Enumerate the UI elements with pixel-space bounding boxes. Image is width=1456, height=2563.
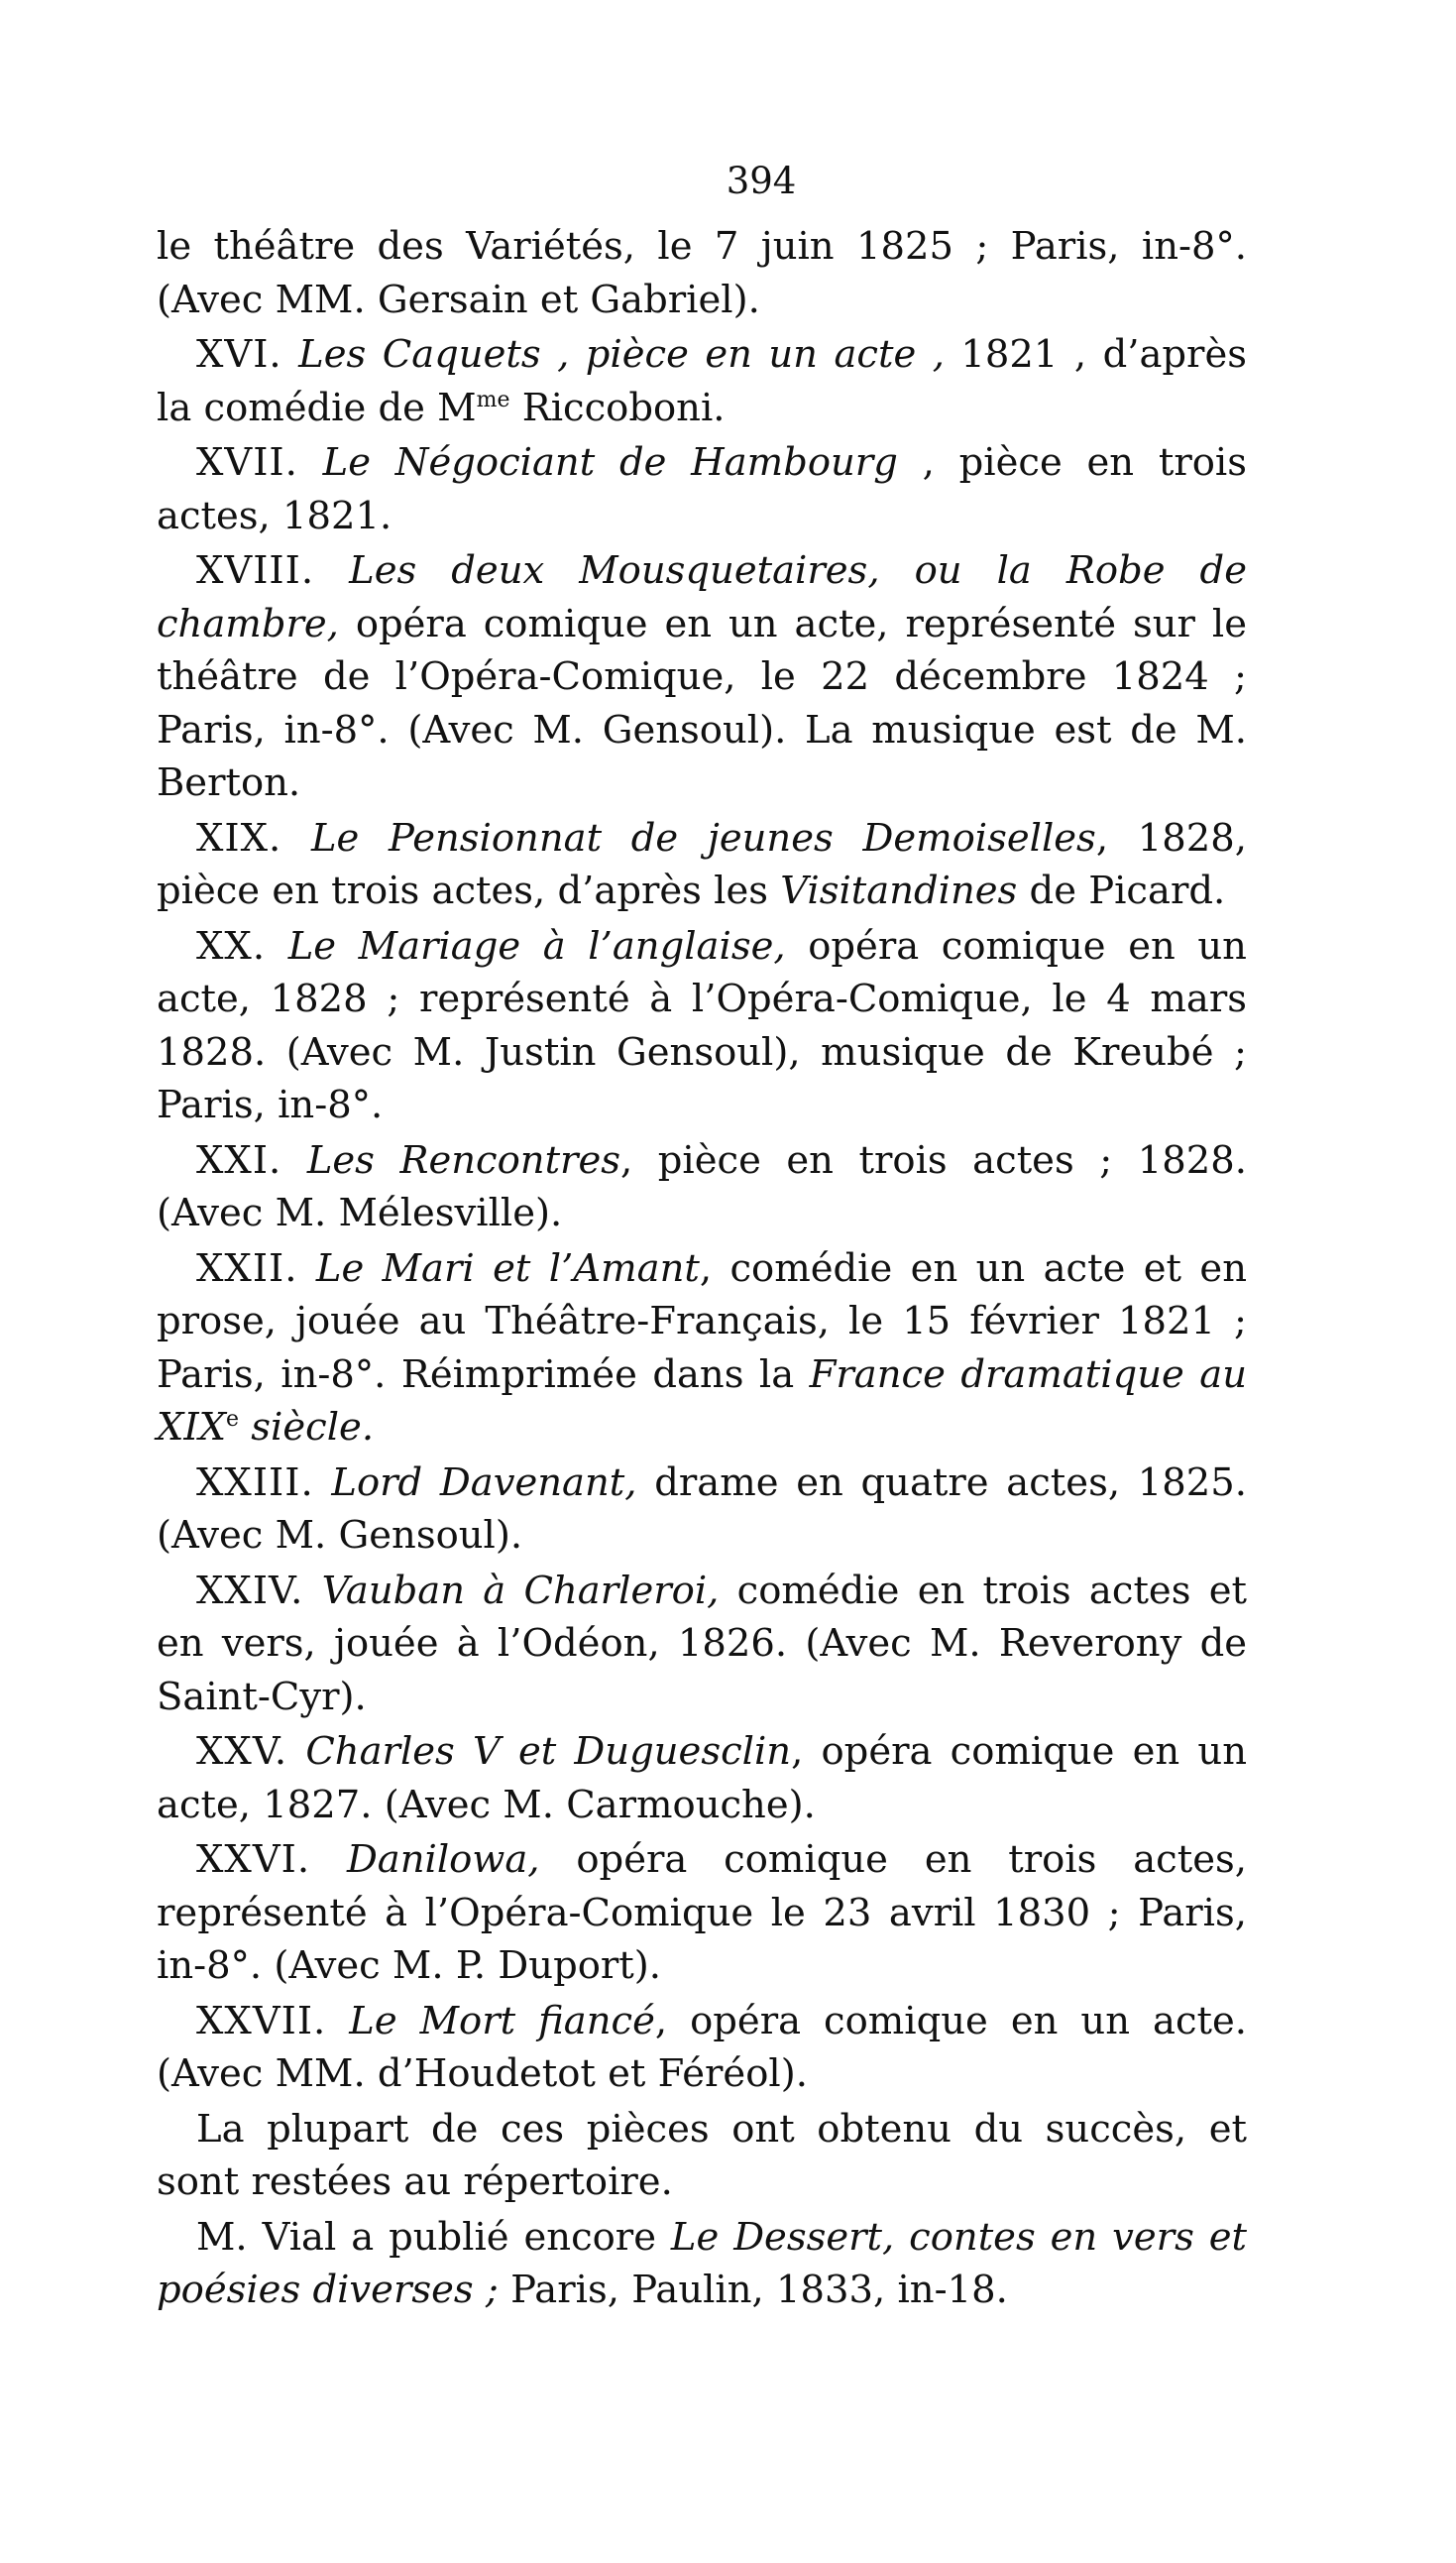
entry-text: drame en quatre actes, 1825. (Avec M. Gensoul). (157, 1459, 1247, 1558)
entry-26 (157, 1833, 1247, 1993)
entry-text: , comédie en un acte et en prose, jouée au Théâtre-Français, le 15 février 1821 ; Paris, in-8°. Réimprimée dans la (157, 1245, 1247, 1397)
entry-text: opéra comique en un acte, représenté sur le théâtre de l’Opéra-Comique, le 22 décembre 1824 ; Paris, in-8°. (Avec M. Gensoul). La musique est de M. Berton. (157, 601, 1247, 805)
entry-text: , opéra comique en un acte. (Avec MM. d’Houdetot et Féréol). (157, 1998, 1247, 2096)
entry-title: Le Pensionnat de jeunes Demoiselles (310, 815, 1096, 861)
entry-22 (157, 1242, 1247, 1455)
entry-title-2: France dramatique au XIX (157, 1351, 1247, 1450)
entry-24 (157, 1565, 1247, 1724)
entry-number: XXVII. (196, 1998, 327, 2043)
entry-20 (157, 920, 1247, 1132)
entry-title: Les Caquets , pièce en un acte , (298, 332, 945, 377)
entry-17 (157, 436, 1247, 542)
entry-number: XVII. (196, 440, 298, 485)
entry-number: XXV. (196, 1729, 288, 1774)
entry-text: 1821 , d’après la comédie de M (157, 332, 1247, 430)
entry-text: , pièce en trois actes ; 1828. (Avec M. Mélesville). (157, 1137, 1247, 1235)
page-number: 394 (726, 160, 797, 202)
entry-25 (157, 1725, 1247, 1831)
entry-23 (157, 1456, 1247, 1563)
entry-text-2: Riccoboni. (509, 385, 726, 430)
entry-21 (157, 1134, 1247, 1240)
closing-paragraph-1 (157, 2103, 1247, 2209)
entry-text: opéra comique en trois actes, représenté à l’Opéra-Comique le 23 avril 1830 ; Paris, in-8°. (Avec M. P. Duport). (157, 1837, 1247, 1988)
closing-text-2-post: Paris, Paulin, 1833, in-18. (498, 2268, 1008, 2312)
entry-title: Les deux Mousquetaires, ou la Robe de chambre, (157, 548, 1247, 646)
page-body (157, 159, 1247, 2319)
entry-title-3: siècle. (239, 1405, 375, 1450)
entry-title: Le Mariage à l’anglaise, (287, 923, 786, 969)
entry-number: XX. (196, 923, 267, 969)
entry-title: Les Rencontres (306, 1137, 620, 1183)
entry-title: Le Mari et l’Amant (315, 1245, 700, 1291)
entry-sup: e (226, 1407, 240, 1433)
entry-text: comédie en trois actes et en vers, jouée à l’Odéon, 1826. (Avec M. Reverony de Saint-Cyr). (157, 1568, 1247, 1719)
entry-number: XXIV. (196, 1568, 304, 1613)
entry-number: XXII. (196, 1245, 298, 1291)
entry-number: XVI. (196, 332, 282, 377)
entry-text-2: de Picard. (1017, 869, 1226, 913)
entry-text: opéra comique en un acte, 1828 ; représenté à l’Opéra-Comique, le 4 mars 1828. (Avec M. Justin Gensoul), musique de Kreubé ; Paris, in-8°. (157, 923, 1247, 1127)
entry-number: XIX. (196, 815, 282, 861)
entry-text: , pièce en trois actes, 1821. (157, 440, 1247, 538)
closing-text-2-pre: M. Vial a publié encore (196, 2214, 671, 2260)
entry-number: XXIII. (196, 1459, 314, 1505)
entry-title-2: Visitandines (780, 869, 1018, 913)
entry-number: XXVI. (196, 1837, 311, 1882)
closing-title: Le Dessert, contes en vers et poésies diverses ; (157, 2214, 1248, 2312)
intro-paragraph (157, 220, 1247, 326)
entry-text: , 1828, pièce en trois actes, d’après les (157, 815, 1247, 913)
entry-18 (157, 544, 1247, 810)
entry-title: Le Mort fiancé (349, 1998, 655, 2043)
closing-text-1: La plupart de ces pièces ont obtenu du succès, et sont restées au répertoire. (157, 2106, 1247, 2204)
entry-16 (157, 328, 1247, 434)
entry-number: XVIII. (196, 548, 315, 593)
intro-text: le théâtre des Variétés, le 7 juin 1825 ; Paris, in-8°. (Avec MM. Gersain et Gabriel). (157, 224, 1247, 322)
entry-19 (157, 812, 1247, 918)
entry-27 (157, 1995, 1247, 2101)
entry-number: XXI. (196, 1137, 282, 1183)
entry-title: Vauban à Charleroi, (321, 1568, 720, 1613)
entry-title: Charles V et Duguesclin (305, 1729, 792, 1774)
entry-title: Le Négociant de Hambourg (322, 440, 898, 485)
entry-sup: me (476, 387, 510, 412)
entry-title: Lord Davenant, (331, 1459, 637, 1505)
entry-title: Danilowa, (346, 1837, 540, 1882)
entry-text: , opéra comique en un acte, 1827. (Avec M. Carmouche). (157, 1729, 1247, 1827)
closing-paragraph-2 (157, 2211, 1247, 2317)
